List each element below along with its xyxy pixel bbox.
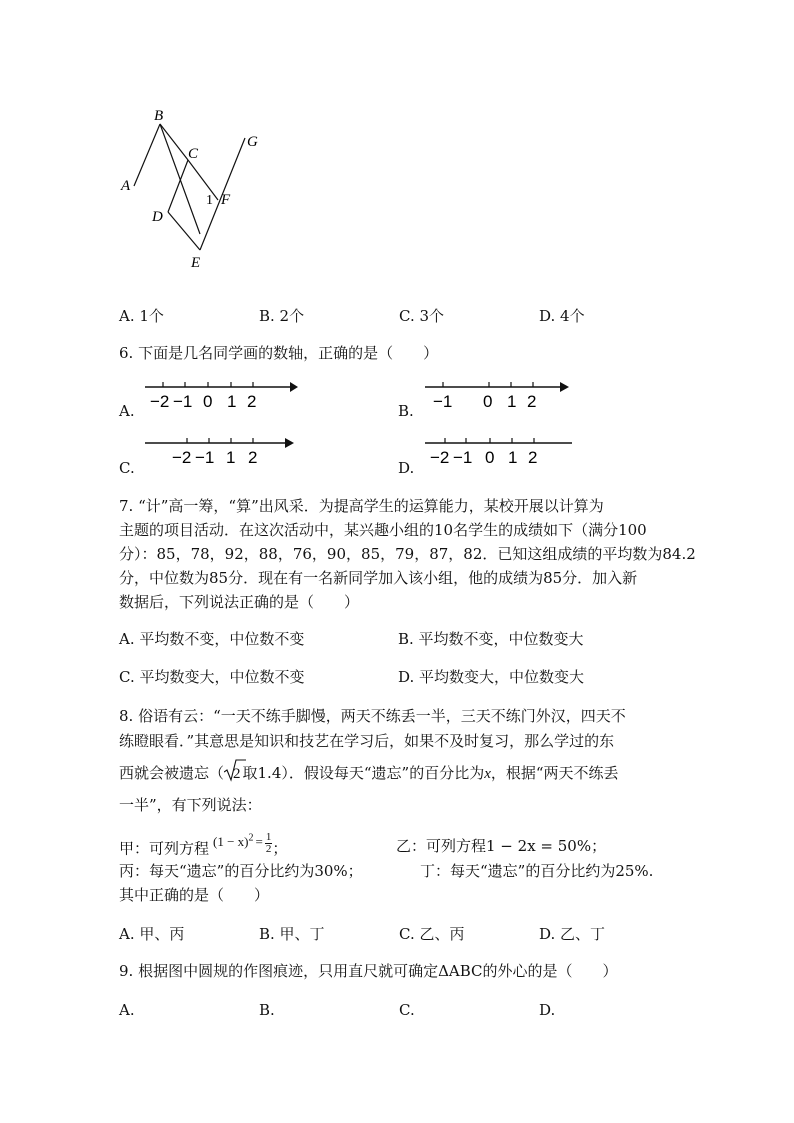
q5-option-d: D. 4个	[539, 307, 585, 325]
fraction-one-half	[265, 832, 273, 855]
number-line-a	[140, 376, 300, 416]
q6-stem: 6. 下面是几名同学画的数轴，正确的是（ ）	[119, 344, 439, 362]
tick-label: 2	[528, 448, 538, 467]
label-F: F	[221, 192, 231, 208]
number-line-d	[420, 432, 580, 472]
q7-option-a: A. 平均数不变，中位数不变	[119, 630, 305, 648]
sqrt-argument: 2	[233, 766, 241, 782]
q7-line-1: 7. “计”高一筹，“算”出风采．为提高学生的运算能力，某校开展以计算为	[119, 497, 604, 515]
q8-line-1: 8. 俗语有云：“一天不练手脚慢，两天不练丢一半，三天不练门外汉，四天不	[119, 707, 626, 725]
tick-label: 2	[527, 392, 537, 411]
q9-option-c: C.	[399, 1001, 415, 1019]
tick-label: 0	[485, 448, 495, 467]
q8-line-2: 练瞪眼看．”其意思是知识和技艺在学习后，如果不及时复习，那么学过的东	[119, 732, 615, 750]
label-D: D	[152, 209, 163, 225]
tick-label: −2	[430, 448, 450, 467]
label-G: G	[247, 134, 258, 150]
angle-label-1: 1	[206, 193, 213, 208]
q7-option-c: C. 平均数变大，中位数不变	[119, 668, 305, 686]
q8-option-b: B. 甲、丁	[259, 925, 325, 943]
q8-statement-bing: 丙：每天“遗忘”的百分比约为30%；	[119, 862, 363, 880]
tick-label: 1	[508, 448, 518, 467]
variable-x: x	[484, 766, 491, 782]
q9-option-b: B.	[259, 1001, 275, 1019]
fraction-numerator: 1	[265, 830, 272, 843]
jia-prefix: 甲：可列方程	[119, 839, 210, 858]
fraction-denominator: 2	[265, 842, 272, 855]
q6-option-d-letter: D.	[398, 459, 415, 477]
sqrt-expression	[224, 763, 241, 784]
q8-statement-yi: 乙：可列方程1 − 2x = 50%；	[396, 837, 607, 855]
q8-line-3-start: 西就会被遗忘（	[119, 764, 225, 782]
tick-label: −1	[173, 392, 193, 411]
tick-label: 1	[507, 392, 517, 411]
geometry-figure	[110, 100, 290, 280]
q8-option-d: D. 乙、丁	[539, 925, 606, 943]
tick-label: 1	[226, 448, 236, 467]
number-line-b	[420, 376, 580, 416]
q8-option-a: A. 甲、丙	[119, 925, 185, 943]
tick-label: 2	[247, 392, 257, 411]
tick-label: −2	[150, 392, 170, 411]
radical-sign-icon	[224, 758, 246, 782]
tick-label: −2	[172, 448, 192, 467]
q8-line-4: 一半”，有下列说法：	[119, 796, 262, 814]
jia-end: ；	[272, 839, 288, 858]
q7-line-4: 分，中位数为85分．现在有一名新同学加入该小组，他的成绩为85分．加入新	[119, 569, 638, 587]
q6-option-a-letter: A.	[119, 402, 135, 420]
q9-option-a: A.	[119, 1001, 135, 1019]
jia-exponent: 2	[248, 833, 254, 844]
tick-label: −1	[195, 448, 215, 467]
label-B: B	[154, 108, 164, 124]
tick-label: −1	[453, 448, 473, 467]
q6-option-c-letter: C.	[119, 459, 135, 477]
q7-line-5: 数据后，下列说法正确的是（ ）	[119, 593, 360, 611]
q8-line-3-mid: 取1.4）．假设每天“遗忘”的百分比为	[242, 764, 485, 782]
label-E: E	[191, 255, 201, 271]
tick-label: 0	[203, 392, 213, 411]
q5-option-b: B. 2个	[259, 307, 305, 325]
q7-line-3: 分）：85，78，92，88，76，90，85，79，87，82．已知这组成绩的平均数为84.2	[119, 545, 696, 563]
q7-line-2: 主题的项目活动．在这次活动中，某兴趣小组的10名学生的成绩如下（满分100	[119, 521, 647, 539]
q5-option-a: A. 1个	[119, 307, 164, 325]
q8-ask: 其中正确的是（ ）	[119, 886, 270, 904]
jia-equals: =	[255, 834, 263, 850]
q9-option-d: D.	[539, 1001, 556, 1019]
q8-statement-ding: 丁：每天“遗忘”的百分比约为25%.	[420, 862, 654, 880]
tick-label: 2	[248, 448, 258, 467]
label-C: C	[188, 146, 199, 162]
q6-option-b-letter: B.	[398, 402, 414, 420]
jia-formula	[213, 830, 272, 855]
q5-option-c: C. 3个	[399, 307, 445, 325]
tick-label: 1	[227, 392, 237, 411]
q7-option-b: B. 平均数不变，中位数变大	[398, 630, 584, 648]
q8-line-3	[119, 763, 619, 784]
q8-line-3-end: ，根据“两天不练丢	[490, 764, 619, 782]
tick-label: −1	[433, 392, 453, 411]
q8-statement-jia	[119, 830, 288, 862]
jia-base: (1 − x)	[213, 834, 249, 850]
q8-option-c: C. 乙、丙	[399, 925, 465, 943]
q7-option-d: D. 平均数变大，中位数变大	[398, 668, 585, 686]
label-A: A	[121, 178, 131, 194]
tick-label: 0	[483, 392, 493, 411]
number-line-c	[140, 432, 300, 472]
q9-stem: 9. 根据图中圆规的作图痕迹，只用直尺就可确定ΔABC的外心的是（ ）	[119, 962, 618, 980]
